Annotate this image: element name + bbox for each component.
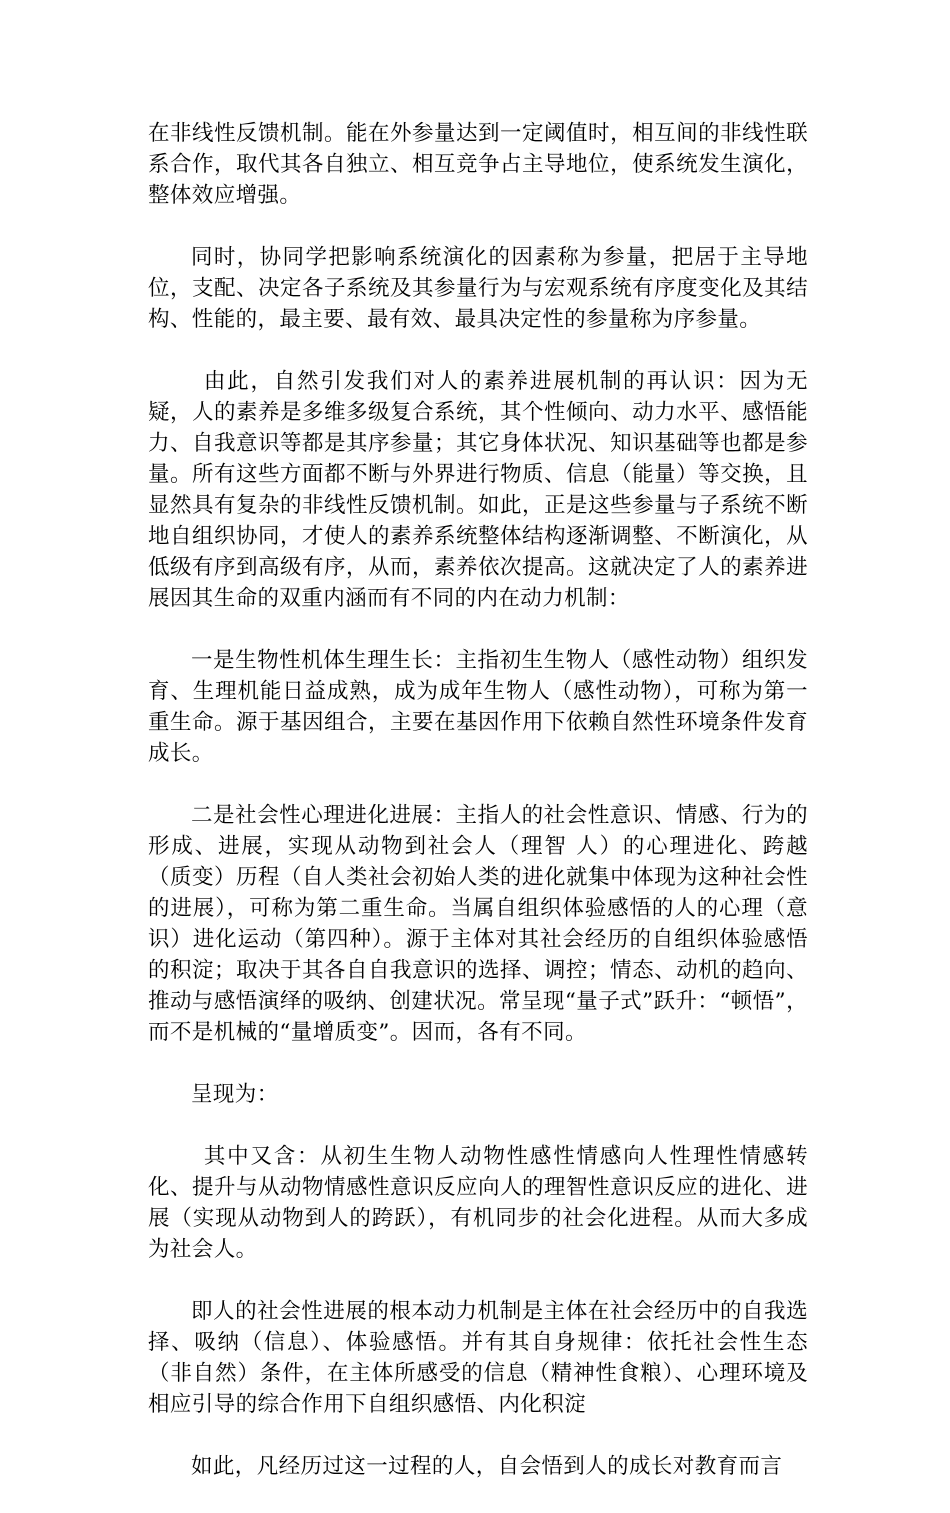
paragraph-synergetics-parameters: 同时，协同学把影响系统演化的因素称为参量，把居于主导地位，支配、决定各子系统及其参量行为与宏观系统有序度变化及其结构、性能的，最主要、最有效、最具决定性的参量称为序参量。: [148, 245, 808, 332]
paragraph-nonlinear-feedback: 在非线性反馈机制。能在外参量达到一定阈值时，相互间的非线性联系合作，取代其各自独立、相互竞争占主导地位，使系统发生演化，整体效应增强。: [148, 121, 808, 208]
paragraph-social-psychological-development: 二是社会性心理进化进展：主指人的社会性意识、情感、行为的形成、进展，实现从动物到社会人（理智 人）的心理进化、跨越（质变）历程（自人类社会初始人类的进化就集中体现为这种社会性的进展），可称为第二重生命。当属自组织体验感悟的人的心理（意识）进化运动（第四种）。源于主体对其社会经历的自组织体验感悟的积淀；取决于其各自自我意识的选择、调控；情态、动机的趋向、推动与感悟演绎的吸纳、创建状况。常呈现“量子式”跃升：“顿悟”，而不是机械的“量增质变”。因而，各有不同。: [148, 803, 808, 1045]
paragraph-biological-growth: 一是生物性机体生理生长：主指初生生物人（感性动物）组织发育、生理机能日益成熟，成为成年生物人（感性动物），可称为第一重生命。源于基因组合，主要在基因作用下依赖自然性环境条件发育成长。: [148, 648, 808, 766]
paragraph-socialization-process: 其中又含：从初生生物人动物性感性情感向人性理性情感转化、提升与从动物情感性意识反应向人的理智性意识反应的进化、进展（实现从动物到人的跨跃），有机同步的社会化进程。从而大多成为社会人。: [148, 1144, 808, 1262]
paragraph-driving-mechanism: 即人的社会性进展的根本动力机制是主体在社会经历中的自我选择、吸纳（信息）、体验感悟。并有其自身规律：依托社会性生态（非自然）条件，在主体所感受的信息（精神性食粮）、心理环境及相应引导的综合作用下自组织感悟、内化积淀: [148, 1299, 808, 1417]
paragraph-conclusion: 如此，凡经历过这一过程的人，自会悟到人的成长对教育而言: [191, 1454, 783, 1479]
paragraph-literacy-mechanism: 由此，自然引发我们对人的素养进展机制的再认识：因为无疑，人的素养是多维多级复合系统，其个性倾向、动力水平、感悟能力、自我意识等都是其序参量；其它身体状况、知识基础等也都是参量。所有这些方面都不断与外界进行物质、信息（能量）等交换，且显然具有复杂的非线性反馈机制。如此，正是这些参量与子系统不断地自组织协同，才使人的素养系统整体结构逐渐调整、不断演化，从低级有序到高级有序，从而，素养依次提高。这就决定了人的素养进展因其生命的双重内涵而有不同的内在动力机制：: [148, 369, 808, 611]
document-body: [148, 118, 808, 1513]
paragraph-presented-as: 呈现为：: [191, 1082, 279, 1107]
